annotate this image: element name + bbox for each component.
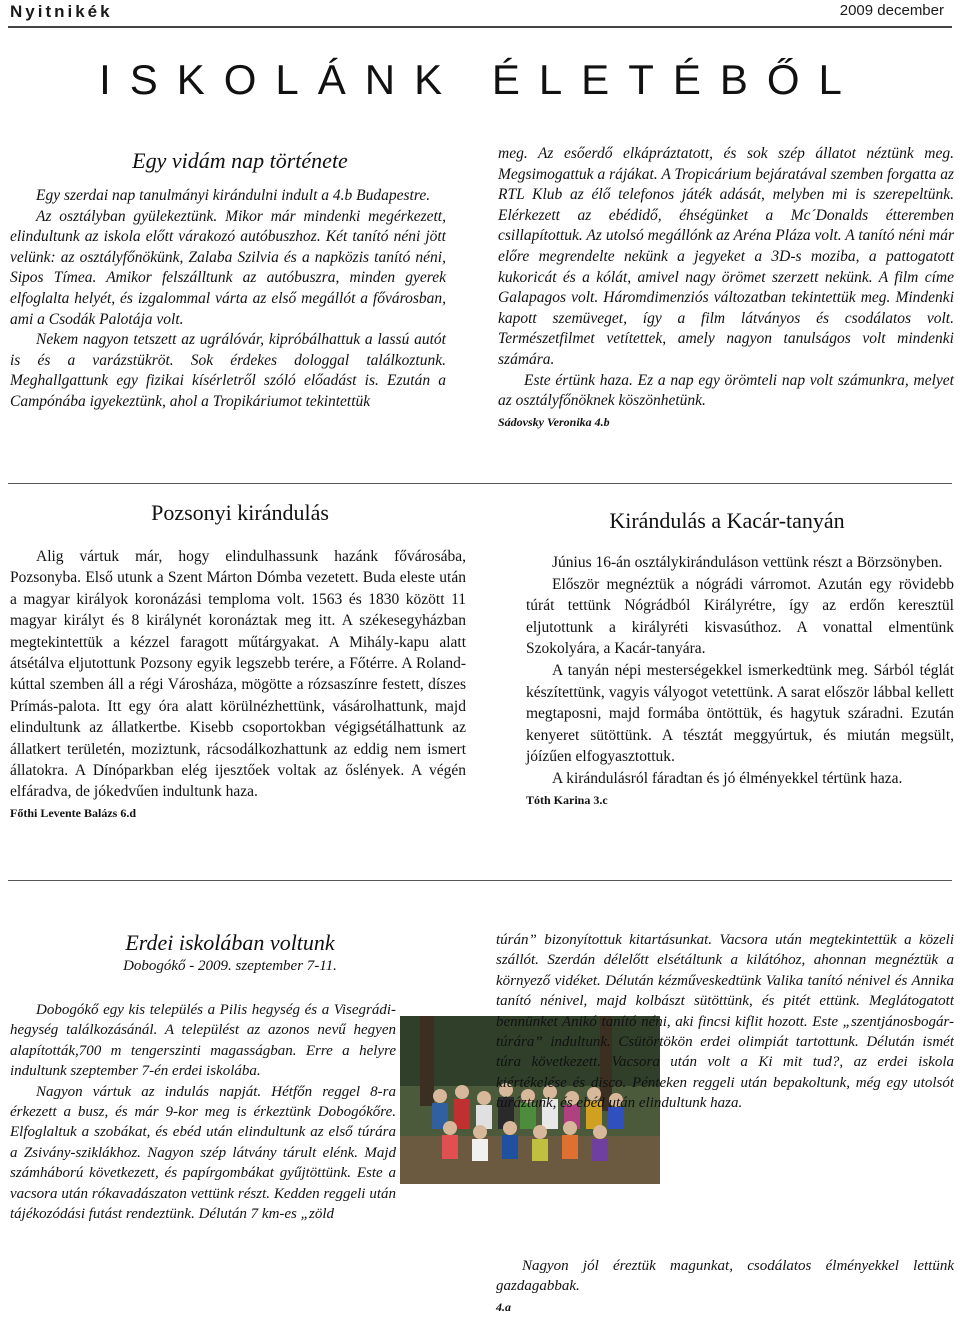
article4-paragraph: túrán” bizonyítottuk kitartásunkat. Vacsora után megtekintettük a közeli szállót. Szerdán délelőtt elsétáltunk a kilátóhoz, ahonnan megnéztük a környező vidéket. Délután kézműveskedtünk Valika tanító nénivel és Annika tanító nénivel, majd kolbászt sütöttünk, és pitét ettünk. Meglátogatott bennünket Anikó tanító néni, aki fincsi kiflit hozott. Este „szentjánosbogár-túrára” indultunk. Csütörtökön erdei olimpiát tartottunk. Délután ismét túra következett. Vacsora után volt a Ki mit tud?, az erdei iskola kiértékelése és disco. Pénteken reggeli után bepakoltunk, még egy utolsót túráztunk, és ebéd után elindultunk haza.	[496, 932, 954, 1112]
article4-right-column	[496, 930, 954, 1250]
section-divider	[8, 880, 952, 881]
section-title: ISKOLÁNK ÉLETÉBŐL	[99, 56, 861, 103]
article2-paragraph: Alig vártuk már, hogy elindulhassunk hazánk fővárosába, Pozsonyba. Első utunk a Szent Márton Dómba vezetett. Buda eleste után a magyar királyok koronázási temploma volt. 1563 és 1830 között 11 magyar királyt és 8 királynét koronáztak meg itt. A székesegyházban megtekintettük a kézzel faragott műtárgyakat. A Mihály-kapu alatt átsétálva eljutottunk Pozsony egyik legszebb terére, a Főtérre. A Roland-kúttal szemben áll a régi Városháza, mögötte a rózsaszínre festett, díszes Prímás-palota. Itt egy óra alatt körülnézhettünk, vásárolhattunk, majd elindultunk az állatkertbe. Kisebb csoportokban végigsétálhattunk az állatkert területén, moziztunk, rácsodálkozhattunk az eddig nem ismert állatokra. A Dínóparkban elég ijesztőek voltak az őslények. A végén elfáradva, de jókedvűen indultunk haza.	[10, 548, 466, 801]
article1-right-column	[498, 144, 954, 432]
article3-title: Kirándulás a Kacár-tanyán	[609, 508, 845, 533]
article1-paragraph: meg. Az esőerdő elkápráztatott, és sok szép állatot néztünk meg. Megsimogattuk a rájákat. A Tropicárium bejáratával szemben forgatta az RTL Klub az élő telefonos játék adását, melyben mi is szerepeltünk. Elérkezett az ebédidő, éhségünket a Mc´Donalds étteremben csillapítottuk. Az utolsó megállónk az Aréna Pláza volt. A tanító néni már előre megrendelte nekünk a jegyeket a 3D-s moziba, a pattogatott kukoricát és a kólát, amivel nagy örömet szerzett nekünk. A film címe Galapagos volt. Háromdimenziós változatban tekintettük meg. Mindenki kapott szemüveget, így a film látványos és csodálatos volt. Természetfilmet vetítettek, amely nagyon tanulságos volt mindenki számára.	[498, 145, 954, 368]
newspaper-name: Nyitnikék	[10, 2, 113, 21]
article3-paragraph: Június 16-án osztálykiránduláson vettünk részt a Börzsönyben.	[552, 554, 943, 571]
article3-paragraph: A kirándulásról fáradtan és jó élményekkel tértünk haza.	[552, 769, 903, 787]
article1-title: Egy vidám nap története	[132, 148, 348, 173]
header-divider	[8, 26, 952, 28]
article4-signature: 4.a	[496, 1299, 511, 1314]
article2-title: Pozsonyi kirándulás	[151, 500, 329, 525]
article1-paragraph: Nekem nagyon tetszett az ugrálóvár, kipróbálhattuk a lassú autót is és a varázstükröt. Sok érdekes dologgal találkoztunk. Meghallgattunk egy fizikai kísérletről szóló előadást is. Ezután a Campónába igyekeztünk, ahol a Tropikáriumot tekintettük	[10, 331, 446, 410]
article4-paragraph: Nagyon vártuk az indulás napját. Hétfőn reggel 8-ra érkezett a busz, és már 9-kor meg is érkeztünk Dobogókőre. Elfoglaltuk a szobákat, és ebéd után elindultunk az első túrára a Zsivány-sziklákhoz. Nagyon szép látvány tárult elénk. Majd számháború következett, és papírgombákat gyűjtöttünk. Este a vacsora után rókavadászaton vettünk részt. Kedden reggeli után tájékozódási futást rendeztünk. Délután 7 km-es „zöld	[10, 1083, 396, 1223]
article4-paragraph: Dobogókő egy kis település a Pilis hegység és a Visegrádi-hegység találkozásánál. A települést az azonos nevű hegyen alapították,700 m tengerszinti magasságban. Erre a helyre indultunk szeptember 7-én erdei iskolába.	[10, 1002, 396, 1080]
article4-title: Erdei iskolában voltunk	[125, 930, 335, 955]
article2-column	[10, 546, 466, 824]
article4-subtitle: Dobogókő - 2009. szeptember 7-11.	[123, 958, 337, 974]
issue-date: 2009 december	[839, 2, 944, 19]
section-divider	[8, 483, 952, 484]
article1-left-column	[10, 186, 446, 413]
article1-paragraph: Egy szerdai nap tanulmányi kirándulni indult a 4.b Budapestre.	[36, 187, 431, 204]
article4-left-column	[10, 1000, 396, 1224]
article2-signature: Főthi Levente Balázs 6.d	[10, 805, 136, 820]
article3-paragraph: Először megnéztük a nógrádi várromot. Azután egy rövidebb túrát tettünk Nógrádból Királyrétre, így az erdőn keresztül eljutottunk a királyréti kisvasúthoz. A vonattal elmentünk Szokolyára, a Kacár-tanyára.	[526, 575, 954, 658]
article4-paragraph: Nagyon jól éreztük magunkat, csodálatos élményekkel lettünk gazdagabbak.	[496, 1258, 954, 1295]
article3-column	[526, 552, 954, 811]
article3-signature: Tóth Karina 3.c	[526, 792, 608, 807]
article1-paragraph: Az osztályban gyülekeztünk. Mikor már mindenki megérkezett, elindultunk az iskola előtt várakozó autóbuszhoz. Két tanító néni jött velünk: az osztályfőnökünk, Zalaba Szilvia és a napközis tanító néni, Sipos Tímea. Amikor felszálltunk az autóbuszra, minden gyerek elfoglalta helyét, és izgalommal várta az első megállót a fővárosban, ami a Csodák Palotája volt.	[10, 207, 446, 328]
article4-right-column-end	[496, 1256, 954, 1317]
article3-paragraph: A tanyán népi mesterségekkel ismerkedtünk meg. Sárból téglát készítettünk, vagyis vályogot vetettünk. A sarat először lábbal kellett megtaposni, majd formába öntöttük, és hagytuk száradni. Ezután kenyeret sütöttünk. A tésztát meggyúrtuk, és miután megsült, jóízűen elfogyasztottuk.	[526, 661, 954, 766]
article1-paragraph: Este értünk haza. Ez a nap egy örömteli nap volt számunkra, melyet az osztályfőnöknek köszönhetünk.	[498, 371, 954, 410]
article1-signature: Sádovsky Veronika 4.b	[498, 414, 610, 429]
